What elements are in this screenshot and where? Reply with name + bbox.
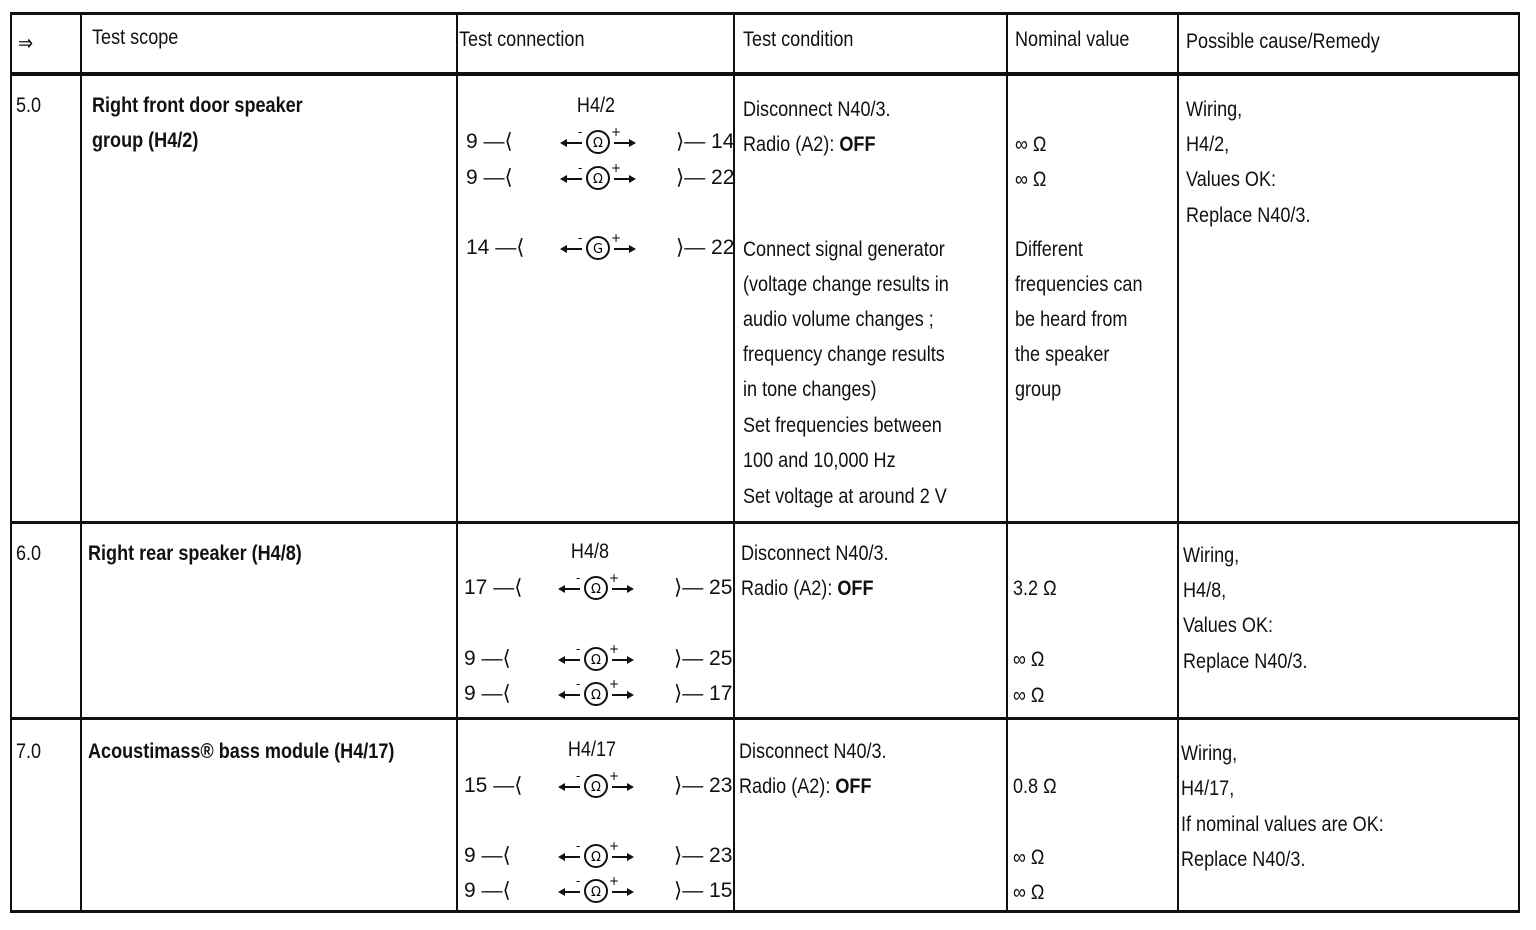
nominal-value-line: ∞ Ω bbox=[1013, 648, 1045, 671]
column-divider bbox=[10, 12, 12, 913]
header-test-connection: Test connection bbox=[459, 28, 585, 51]
test-condition-line: (voltage change results in bbox=[743, 273, 949, 296]
ohmmeter-icon bbox=[556, 842, 636, 872]
test-condition-line: Disconnect N40/3. bbox=[739, 740, 887, 763]
signal-generator-icon bbox=[558, 234, 638, 264]
test-scope-line: Right front door speaker bbox=[92, 94, 303, 117]
nominal-value-line: 3.2 Ω bbox=[1013, 577, 1057, 600]
ohmmeter-icon bbox=[556, 772, 636, 802]
svg-text:-: - bbox=[576, 574, 581, 585]
header-possible-cause: Possible cause/Remedy bbox=[1186, 30, 1380, 53]
test-condition-line: 100 and 10,000 Hz bbox=[743, 449, 896, 472]
step-number: 7.0 bbox=[16, 740, 42, 763]
pin-left: 9 —⟨ bbox=[464, 682, 511, 705]
column-divider bbox=[1006, 12, 1008, 913]
connection-row bbox=[464, 768, 734, 804]
svg-text:+: + bbox=[609, 680, 620, 691]
connection-row bbox=[466, 124, 736, 160]
remedy-line: Wiring, bbox=[1183, 544, 1240, 567]
test-condition-line: frequency change results bbox=[743, 343, 945, 366]
test-condition-line: Set frequencies between bbox=[743, 414, 942, 437]
plug-label: H4/17 bbox=[567, 738, 617, 761]
connection-row bbox=[464, 676, 734, 712]
header-nominal-value: Nominal value bbox=[1015, 28, 1130, 51]
remedy-line: H4/2, bbox=[1186, 133, 1230, 156]
connection-row bbox=[466, 230, 736, 266]
plug-label: H4/2 bbox=[576, 94, 616, 117]
pin-right: ⟩— 15 bbox=[674, 879, 733, 902]
test-scope-line: Acoustimass® bass module (H4/17) bbox=[88, 740, 395, 763]
remedy-line: Replace N40/3. bbox=[1183, 650, 1308, 673]
pin-right: ⟩— 25 bbox=[674, 647, 733, 670]
svg-text:+: + bbox=[611, 234, 622, 245]
pin-left: 9 —⟨ bbox=[466, 166, 513, 189]
table-border-bottom bbox=[10, 910, 1520, 913]
pin-right: ⟩— 14 bbox=[676, 130, 735, 153]
test-condition-line: Set voltage at around 2 V bbox=[743, 485, 947, 508]
remedy-line: Wiring, bbox=[1186, 98, 1243, 121]
step-number: 5.0 bbox=[16, 94, 42, 117]
svg-text:-: - bbox=[576, 645, 581, 656]
nominal-value-line: Different bbox=[1015, 238, 1083, 261]
step-number: 6.0 bbox=[16, 542, 42, 565]
pin-right: ⟩— 22 bbox=[676, 236, 735, 259]
header-test-scope: Test scope bbox=[92, 26, 179, 49]
nominal-value-line: group bbox=[1015, 378, 1062, 401]
pin-left: 17 —⟨ bbox=[464, 576, 523, 599]
svg-text:Ω: Ω bbox=[591, 653, 601, 668]
pin-left: 9 —⟨ bbox=[464, 647, 511, 670]
column-divider bbox=[1177, 12, 1179, 913]
remedy-line: If nominal values are OK: bbox=[1181, 813, 1384, 836]
pin-right: ⟩— 23 bbox=[674, 844, 733, 867]
connection-row bbox=[466, 160, 736, 196]
column-divider bbox=[456, 12, 458, 913]
test-condition-line: Radio (A2): OFF bbox=[743, 133, 876, 156]
svg-text:-: - bbox=[576, 680, 581, 691]
pin-left: 9 —⟨ bbox=[464, 844, 511, 867]
nominal-value-line: ∞ Ω bbox=[1013, 881, 1045, 904]
remedy-line: H4/17, bbox=[1181, 777, 1235, 800]
svg-text:Ω: Ω bbox=[591, 780, 601, 795]
nominal-value-line: ∞ Ω bbox=[1013, 846, 1045, 869]
header-test-condition: Test condition bbox=[743, 28, 854, 51]
ohmmeter-icon bbox=[556, 574, 636, 604]
nominal-value-line: ∞ Ω bbox=[1015, 168, 1047, 191]
test-condition-line: Disconnect N40/3. bbox=[743, 98, 891, 121]
pin-left: 14 —⟨ bbox=[466, 236, 525, 259]
ohmmeter-icon bbox=[558, 164, 638, 194]
svg-text:-: - bbox=[576, 772, 581, 783]
test-condition-line: audio volume changes ; bbox=[743, 308, 934, 331]
nominal-value-line: ∞ Ω bbox=[1013, 684, 1045, 707]
svg-text:+: + bbox=[609, 574, 620, 585]
header-arrow: ⇒ bbox=[18, 32, 34, 55]
pin-right: ⟩— 17 bbox=[674, 682, 733, 705]
remedy-line: H4/8, bbox=[1183, 579, 1227, 602]
test-condition-line: in tone changes) bbox=[743, 378, 877, 401]
svg-text:Ω: Ω bbox=[591, 582, 601, 597]
test-condition-line: Disconnect N40/3. bbox=[741, 542, 889, 565]
nominal-value-line: ∞ Ω bbox=[1015, 133, 1047, 156]
svg-text:G: G bbox=[592, 242, 604, 257]
svg-text:-: - bbox=[578, 128, 583, 139]
test-scope-line: Right rear speaker (H4/8) bbox=[88, 542, 302, 565]
ohmmeter-icon bbox=[556, 877, 636, 907]
remedy-line: Wiring, bbox=[1181, 742, 1238, 765]
pin-right: ⟩— 25 bbox=[674, 576, 733, 599]
test-condition-line: Connect signal generator bbox=[743, 238, 945, 261]
svg-text:+: + bbox=[609, 772, 620, 783]
remedy-line: Replace N40/3. bbox=[1186, 204, 1311, 227]
pin-left: 9 —⟨ bbox=[466, 130, 513, 153]
test-condition-line: Radio (A2): OFF bbox=[739, 775, 872, 798]
row-divider bbox=[10, 521, 1520, 524]
svg-text:+: + bbox=[609, 645, 620, 656]
pin-right: ⟩— 22 bbox=[676, 166, 735, 189]
connection-row bbox=[464, 641, 734, 677]
svg-text:Ω: Ω bbox=[591, 688, 601, 703]
header-divider bbox=[10, 72, 1520, 76]
svg-text:-: - bbox=[578, 164, 583, 175]
svg-text:+: + bbox=[611, 128, 622, 139]
ohmmeter-icon bbox=[556, 680, 636, 710]
svg-text:Ω: Ω bbox=[593, 136, 603, 151]
nominal-value-line: be heard from bbox=[1015, 308, 1128, 331]
pin-left: 9 —⟨ bbox=[464, 879, 511, 902]
svg-text:+: + bbox=[611, 164, 622, 175]
connection-row bbox=[464, 570, 734, 606]
nominal-value-line: frequencies can bbox=[1015, 273, 1143, 296]
pin-left: 15 —⟨ bbox=[464, 774, 523, 797]
ohmmeter-icon bbox=[556, 645, 636, 675]
svg-text:-: - bbox=[576, 842, 581, 853]
svg-text:Ω: Ω bbox=[591, 850, 601, 865]
test-condition-line: Radio (A2): OFF bbox=[741, 577, 874, 600]
nominal-value-line: the speaker bbox=[1015, 343, 1110, 366]
svg-text:+: + bbox=[609, 842, 620, 853]
pin-right: ⟩— 23 bbox=[674, 774, 733, 797]
column-divider bbox=[1518, 12, 1520, 913]
column-divider bbox=[80, 12, 82, 913]
remedy-line: Values OK: bbox=[1186, 168, 1277, 191]
row-divider bbox=[10, 717, 1520, 720]
svg-text:Ω: Ω bbox=[593, 172, 603, 187]
svg-text:-: - bbox=[576, 877, 581, 888]
table-border-top bbox=[10, 12, 1520, 15]
svg-text:+: + bbox=[609, 877, 620, 888]
svg-text:-: - bbox=[578, 234, 583, 245]
remedy-line: Replace N40/3. bbox=[1181, 848, 1306, 871]
connection-row bbox=[464, 873, 734, 909]
svg-text:Ω: Ω bbox=[591, 885, 601, 900]
connection-row bbox=[464, 838, 734, 874]
remedy-line: Values OK: bbox=[1183, 614, 1274, 637]
plug-label: H4/8 bbox=[570, 540, 610, 563]
ohmmeter-icon bbox=[558, 128, 638, 158]
test-scope-line: group (H4/2) bbox=[92, 129, 199, 152]
nominal-value-line: 0.8 Ω bbox=[1013, 775, 1057, 798]
